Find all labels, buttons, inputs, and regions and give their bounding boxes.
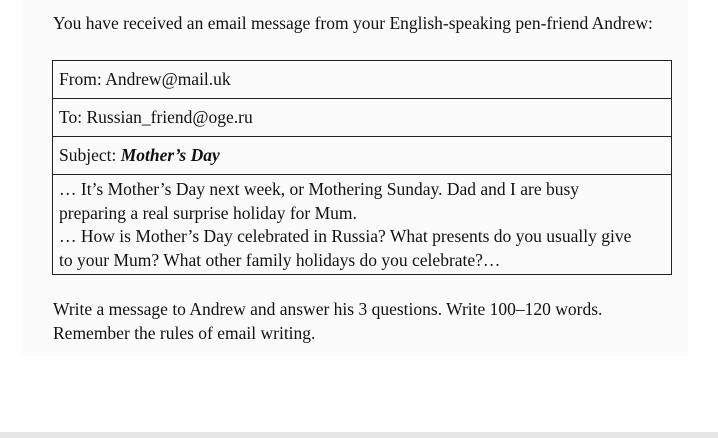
from-label: From: [59,69,106,89]
from-row [53,61,671,99]
bottom-divider [0,432,718,438]
subject-value: Mother’s Day [120,145,220,165]
email-body-line: to your Mum? What other family holidays do you celebrate?… [59,249,501,270]
to-label: To: [59,107,87,127]
task-instructions [53,297,602,345]
to-address: Russian_friend@oge.ru [86,107,253,127]
from-address: Andrew@mail.uk [105,69,231,89]
email-body-line: preparing a real surprise holiday for Mum. [59,202,357,223]
subject-label: Subject: [59,145,121,165]
email-body-line: … It’s Mother’s Day next week, or Mothering Sunday. Dad and I are busy [59,179,580,199]
to-row [53,99,671,137]
email-body [53,175,671,274]
task-line: Write a message to Andrew and answer his 3 questions. Write 100–120 words. [53,299,603,319]
task-line: Remember the rules of email writing. [53,323,316,343]
subject-row [53,137,671,175]
email-message-table [52,60,672,275]
intro-text: You have received an email message from your English-speaking pen-friend Andrew: [53,13,653,33]
email-body-line: … How is Mother’s Day celebrated in Russia? What presents do you usually give [59,226,632,246]
